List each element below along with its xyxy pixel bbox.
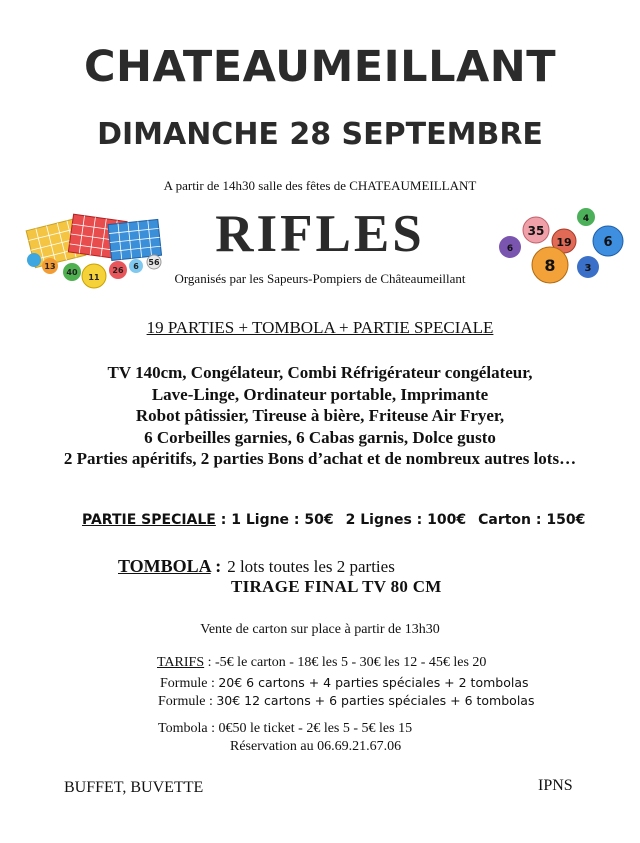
ball-label: 8 [544,256,556,275]
games-line: 19 PARTIES + TOMBOLA + PARTIE SPECIALE [146,318,494,337]
event-title: RIFLES [215,205,425,263]
special-price-3: Carton : 150€ [478,512,586,528]
formula-1-text: 20€ 6 cartons + 4 parties spéciales + 2 tombolas [218,675,529,690]
prize-line: Lave-Linge, Ordinateur portable, Imprimante [151,384,489,404]
card-sale-info: Vente de carton sur place à partir de 13h30 [200,622,440,637]
formula-2-label: Formule : [158,694,217,709]
organizer: Organisés par les Sapeurs-Pompiers de Châteaumeillant [174,271,466,286]
tarifs-text: : -5€ le carton - 18€ les 5 - 30€ les 12 - 45€ les 20 [204,655,487,670]
tarifs-line [157,655,486,671]
event-subtitle: A partir de 14h30 salle des fêtes de CHATEAUMEILLANT [163,178,477,193]
ball-label: 19 [556,236,572,249]
special-price-1: 1 Ligne : 50€ [231,512,334,528]
tombola-label: TOMBOLA [118,556,211,576]
reservation-line: Réservation au 06.69.21.67.06 [230,739,402,754]
card-ball-label: 11 [88,273,100,282]
prize-line: 2 Parties apéritifs, 2 parties Bons d’achat et de nombreux autres lots… [63,449,577,468]
footer-ipns: IPNS [538,777,573,794]
formula-1-label: Formule : [160,676,219,691]
special-label: PARTIE SPECIALE [82,512,216,528]
prize-line: TV 140cm, Congélateur, Combi Réfrigérateur congélateur, [107,363,533,382]
ball-label: 35 [527,224,545,238]
tarifs-label: TARIFS [157,655,205,670]
prize-line: Robot pâtissier, Tireuse à bière, Friteuse Air Fryer, [135,406,505,425]
prizes-list [0,362,640,470]
tombola-price-line: Tombola : 0€50 le ticket - 2€ les 5 - 5€ les 15 [158,721,413,736]
tombola-sep: : [210,556,222,576]
footer-buffet: BUFFET, BUVETTE [64,779,204,796]
card-ball-label: 6 [133,262,139,271]
event-date: DIMANCHE 28 SEPTEMBRE [97,117,543,152]
card-ball-label: 26 [112,266,124,275]
formula-line-2 [158,693,534,710]
ball-label: 4 [582,214,590,224]
ball-label: 6 [506,244,514,254]
final-draw: TIRAGE FINAL TV 80 CM [231,577,442,596]
card-ball-label: 40 [66,268,78,277]
card-ball-label: 13 [44,262,56,271]
special-sep: : [215,512,232,528]
ball-label: 3 [584,263,592,274]
tombola-text: 2 lots toutes les 2 parties [227,557,395,576]
card-ball-label: 56 [148,258,160,267]
formula-2-text: 30€ 12 cartons + 6 parties spéciales + 6 tombolas [216,693,535,708]
prize-line: 6 Corbeilles garnies, 6 Cabas garnis, Dolce gusto [144,427,496,447]
town-title: CHATEAUMEILLANT [83,42,557,92]
special-price-2: 2 Lignes : 100€ [345,512,467,528]
tombola-info [118,556,395,577]
special-game-prices [82,512,585,528]
ball-label: 6 [603,235,613,250]
formula-line-1 [160,675,529,692]
